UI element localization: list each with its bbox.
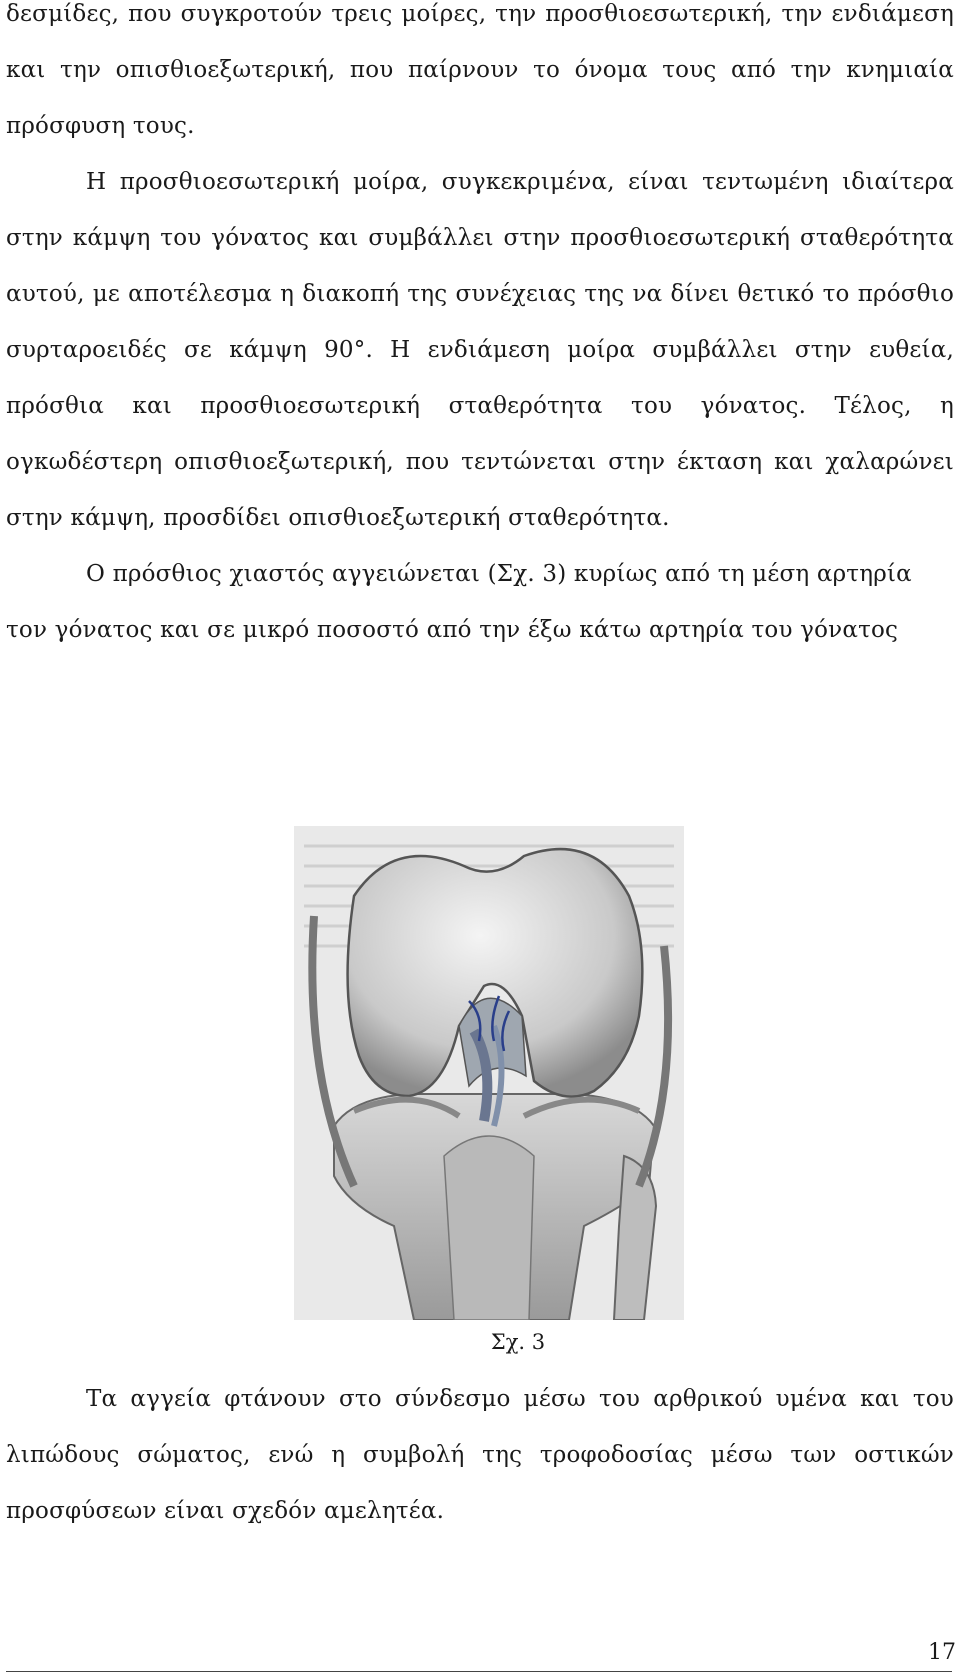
body-text-bottom (6, 1371, 954, 1539)
body-text-top (6, 0, 954, 658)
knee-anatomy-figure (294, 826, 684, 1320)
paragraph-continuation: δεσμίδες, που συγκροτούν τρεις μοίρες, την προσθιοεσωτερική, την ενδιάμεση και την οπισθιοεξωτερική, που παίρνουν το όνομα τους από την κνημιαία πρόσφυση τους. (6, 1, 954, 139)
footer-divider (6, 1671, 952, 1672)
page-number: 17 (928, 1640, 956, 1665)
knee-anatomy-illustration-icon (294, 826, 684, 1320)
figure-caption: Σχ. 3 (490, 1330, 546, 1354)
paragraph-blood-supply: Ο πρόσθιος χιαστός αγγειώνεται (Σχ. 3) κυρίως από τη μέση αρτηρία τον γόνατος και σε μικρό ποσοστό από την έξω κάτω αρτηρία του γόνατος (6, 561, 912, 643)
paragraph-anteromedial: Η προσθιοεσωτερική μοίρα, συγκεκριμένα, είναι τεντωμένη ιδιαίτερα στην κάμψη του γόνατος και συμβάλλει στην προσθιοεσωτερική σταθερότητα αυτού, με αποτέλεσμα η διακοπή της συνέχειας της να δίνει θετικό το πρόσθιο συρταροειδές σε κάμψη 90°. Η ενδιάμεση μοίρα συμβάλλει στην ευθεία, πρόσθια και προσθιοεσωτερική σταθερότητα του γόνατος. Τέλος, η ογκωδέστερη οπισθιοεξωτερική, που τεντώνεται στην έκταση και χαλαρώνει στην κάμψη, προσδίδει οπισθιοεξωτερική σταθερότητα. (6, 169, 954, 531)
paragraph-vessels: Τα αγγεία φτάνουν στο σύνδεσμο μέσω του αρθρικού υμένα και του λιπώδους σώματος, ενώ η συμβολή της τροφοδοσίας μέσω των οστικών προσφύσεων είναι σχεδόν αμελητέα. (6, 1386, 954, 1524)
